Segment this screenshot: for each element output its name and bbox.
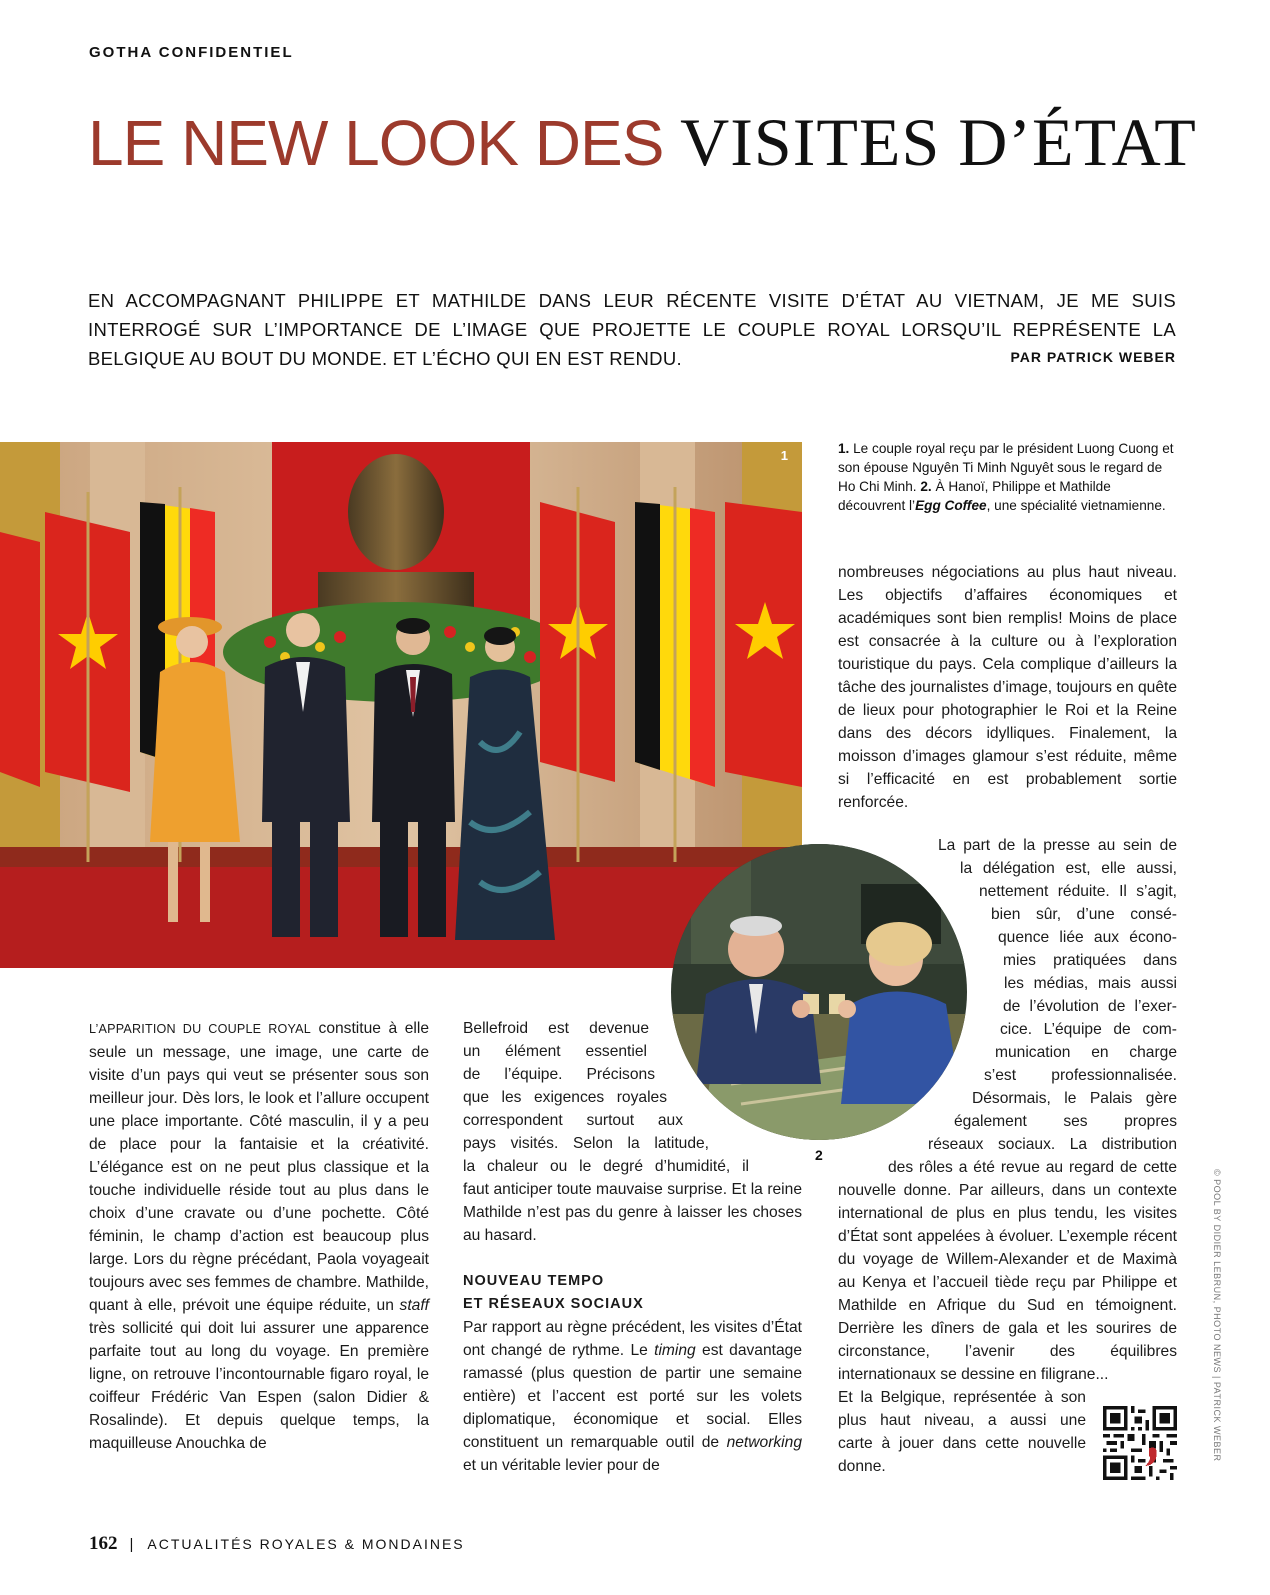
column-3-tail-line: carte à jouer dans cette nouvelle [838,1435,1086,1452]
caption-number-2: 2. [916,479,932,494]
column-2-line: correspondent surtout aux [463,1112,683,1129]
caption-text-2-end: , une spécialité vietnamienne. [986,498,1166,513]
photo-2-number: 2 [815,1147,823,1163]
column-3-wrap-line: les médias, mais aussi [1004,975,1177,992]
photo-1-number: 1 [780,448,788,463]
intro-paragraph: EN ACCOMPAGNANT PHILIPPE ET MATHILDE DANS LEUR RÉCENTE VISITE D’ÉTAT AU VIETNAM, JE ME SUIS INTERROGÉ SUR L’IMPORTANCE DE L’IMAGE QUE PROJETTE LE COUPLE ROYAL LORSQU’IL REPRÉSENTE LA BELGIQUE AU BOUT DU MONDE. ET L’ÉCHO QUI EN EST RENDU. [88,290,1176,369]
photo-caption [838,439,1178,515]
caption-number-1: 1. [838,441,850,456]
column-3-tail-line: donne. [838,1458,886,1475]
subhead-line-2: ET RÉSEAUX SOCIAUX [463,1296,644,1312]
timing-word: timing [654,1342,696,1359]
column-3-wrap-line: bien sûr, d’une consé- [991,906,1177,923]
column-2-line: la chaleur ou le degré d’humidité, il [463,1158,749,1175]
column-2-line: que les exigences royales [463,1089,667,1106]
subhead-line-1: NOUVEAU TEMPO [463,1273,605,1289]
byline: PAR PATRICK WEBER [1010,349,1176,365]
column-1-paragraph: L’APPARITION DU COUPLE ROYAL constitue à elle seule un message, une image, une carte de visite d’un pays qui veut se présenter sous son meilleur jour. Dès lors, le look et l’allure occupent une place importante. Côté masculin, il y a peu de place pour la fantaisie et la créativité. L’élégance est on ne peut plus classique et la touche individuelle réside tout au plus dans le choix d’une cravate ou d’une pochette. Côté féminin, le champ d’action est beaucoup plus large. Lors du règne précédant, Paola voyageait toujours avec ses femmes de chambre. Mathilde, quant à elle, prévoit une équipe réduite, un staff très sollicité qui doit lui assurer une apparence parfaite tout au long du voyage. En première ligne, on retrouve l’incontournable figaro royal, le coiffeur Frédéric Van Espen (salon Didier & Rosalinde). Et depuis quelque temps, la maquilleuse Anouchka de [89,1020,429,1452]
caption-text-2: À Hanoï, Philippe et Mathilde découvrent l’ [838,479,1111,513]
column-3-wrap-line: réseaux sociaux. La distribution [928,1136,1177,1153]
column-3-wrap-line: Désormais, le Palais gère [972,1090,1177,1107]
caption-egg-coffee: Egg Coffee [915,498,987,513]
footer-separator: | [129,1536,136,1553]
section-kicker: GOTHA CONFIDENTIEL [89,44,294,61]
column-2-line: de l’équipe. Précisons [463,1066,655,1083]
headline-part-1: LE NEW LOOK DES [88,107,681,179]
column-3-wrap-line: munication en charge [995,1044,1177,1061]
column-3-wrap-line: cice. L’équipe de com- [1000,1021,1177,1038]
column-3-wrap [838,834,1177,1478]
column-2-line: un élément essentiel [463,1043,647,1060]
page-number: 162 [89,1533,118,1554]
column-3-wrap-line: s’est professionnalisée. [984,1067,1177,1084]
column-3-wrap-line: la délégation est, elle aussi, [960,860,1177,877]
column-2-paragraph-2: Par rapport au règne précédent, les visites d’État ont changé de rythme. Le timing est davantage ramassé (plus question de partir une semaine entière) et l’accent est porté sur les volets diplomatique, économique et social. Elles constituent un remarquable outil de networking et un véritable levier pour de [463,1319,802,1474]
magazine-name: ACTUALITÉS ROYALES & MONDAINES [147,1536,465,1552]
page-footer [89,1533,465,1555]
column-3-wrap-line: nettement réduite. Il s’agit, [979,883,1177,900]
column-3-top [838,561,1177,814]
column-2 [463,1017,802,1477]
networking-word: networking [726,1434,802,1451]
column-3-wrap-line: La part de la presse au sein de [938,837,1177,854]
headline [88,104,1197,180]
column-3-tail-line: plus haut niveau, a aussi une [838,1412,1086,1429]
qr-code[interactable] [1103,1406,1177,1480]
column-3-paragraph-1: nombreuses négociations au plus haut niveau. Les objectifs d’affaires économiques et académiques sont bien remplis! Moins de place est consacrée à la culture ou à l’exploration touristique du pays. Cela complique d’ailleurs la tâche des journalistes d’image, toujours en quête de lieux pour photographier le Roi et la Reine dans des décors idylliques. Finalement, la moisson d’images glamour s’est réduite, même si l’efficacité en est probablement sortie renforcée. [838,564,1177,811]
headline-part-2: VISITES D’ÉTAT [680,104,1197,180]
column-2-line: Bellefroid est devenue [463,1020,649,1037]
column-2-wrap-lines [463,1017,802,1178]
column-3-tail-line: Et la Belgique, représentée à son [838,1389,1086,1406]
caption-text-1: Le couple royal reçu par le président Luong Cuong et son épouse Nguyên Ti Minh Nguyêt sous le regard de Ho Chi Minh. [838,441,1174,494]
column-3-wrap-line: mies pratiquées dans [1003,952,1177,969]
column-1 [89,1017,429,1455]
column-3-paragraph-2: nouvelle donne. Par ailleurs, dans un contexte international de plus en plus tendu, les visites d’État sont appelées à évoluer. L’exemple récent du voyage de Willem-Alexander et de Maximà au Kenya et l’accueil tiède reçu par Philippe et Mathilde en Afrique du Sud en témoignent. Derrière les dîners de gala et les sourires de circonstance, l’avenir des équilibres internationaux se dessine en filigrane... [838,1182,1177,1383]
column-1-lead: L’APPARITION DU COUPLE ROYAL [89,1022,311,1036]
staff-word: staff [399,1297,429,1314]
column-2-paragraph-1: faut anticiper toute mauvaise surprise. Et la reine Mathilde n’est pas du genre à laisser les choses au hasard. [463,1181,802,1244]
column-3-wrap-line: quence liée aux écono- [998,929,1177,946]
photo-state-reception [0,442,802,968]
column-3-wrap-line: de l’évolution de l’exer- [1003,998,1177,1015]
column-2-line: pays visités. Selon la latitude, [463,1135,709,1152]
column-3-wrap-line: également ses propres [954,1113,1177,1130]
photo-credit: © POOL BY DIDIER LEBRUN, PHOTO NEWS | PATRICK WEBER [1212,1169,1222,1462]
column-3-wrap-line: des rôles a été revue au regard de cette [888,1159,1177,1176]
